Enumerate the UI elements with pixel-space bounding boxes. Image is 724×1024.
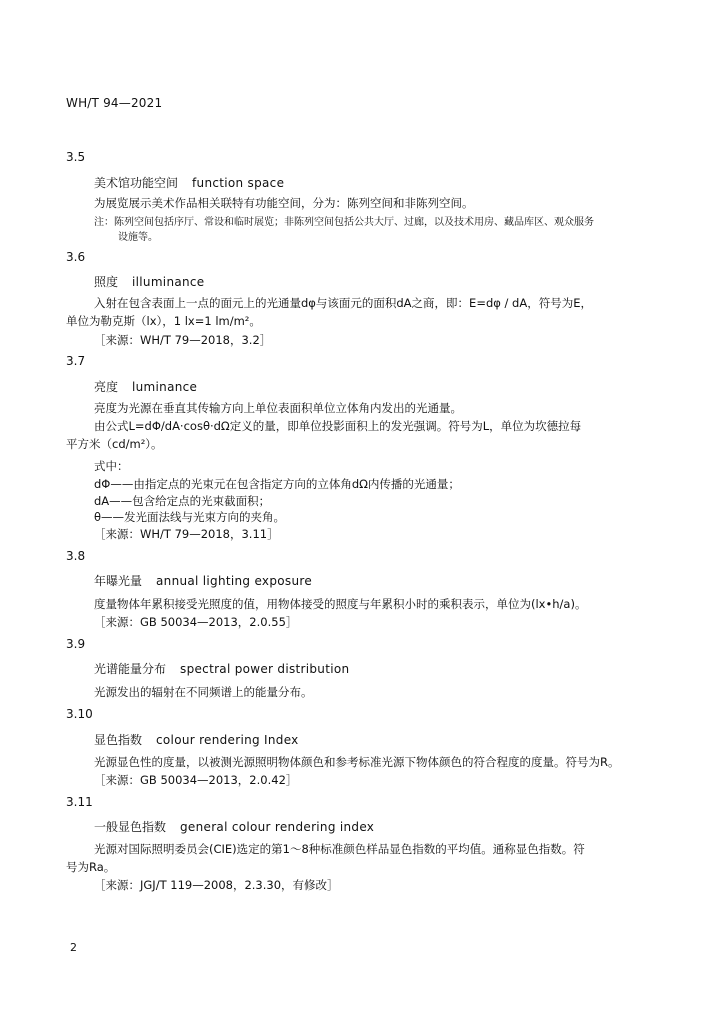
term-en: annual lighting exposure — [156, 574, 312, 588]
term-en: function space — [192, 176, 285, 190]
term-heading — [94, 818, 374, 835]
term-en: spectral power distribution — [180, 662, 350, 676]
definition: 光源显色性的度量，以被测光源照明物体颜色和参考标准光源下物体颜色的符合程度的度量。符号为R。 — [94, 755, 620, 769]
source-citation: ［来源：WH/T 79—2018，3.2］ — [94, 333, 272, 347]
definition-line: 入射在包含表面上一点的面元上的光通量dφ与该面元的面积dA之商，即：E=dφ / dA，符号为E， — [94, 296, 592, 310]
term-en: luminance — [132, 380, 198, 394]
section-number: 3.8 — [66, 549, 86, 563]
section-number: 3.5 — [66, 150, 86, 164]
term-heading — [94, 378, 197, 395]
note-line: 注：陈列空间包括序厅、常设和临时展览；非陈列空间包括公共大厅、过廊，以及技术用房、藏品库区、观众服务 — [94, 217, 594, 228]
definition-line: 单位为勒克斯（lx），1 lx=1 lm/m²。 — [66, 314, 261, 328]
definition-line: 由公式L=dΦ/dA·cosθ·dΩ定义的量，即单位投影面积上的发光强调。符号为L，单位为坎德拉每 — [94, 419, 582, 433]
where-label: 式中： — [94, 459, 129, 473]
term-heading — [94, 731, 299, 748]
note-line: 设施等。 — [118, 232, 158, 243]
section-number: 3.6 — [66, 250, 86, 264]
definition: 为展览展示美术作品相关联特有功能空间，分为：陈列空间和非陈列空间。 — [94, 196, 474, 210]
section-number: 3.7 — [66, 354, 86, 368]
section-number: 3.11 — [66, 795, 93, 809]
section-number: 3.9 — [66, 637, 86, 651]
term-cn: 显色指数 — [94, 733, 143, 747]
term-cn: 光谱能量分布 — [94, 662, 167, 676]
term-cn: 一般显色指数 — [94, 820, 167, 834]
source-citation: ［来源：WH/T 79—2018，3.11］ — [94, 527, 279, 541]
term-heading — [94, 273, 205, 290]
variable-definition: dΦ——由指定点的光束元在包含指定方向的立体角dΩ内传播的光通量； — [94, 477, 460, 491]
definition-line: 平方米（cd/m²）。 — [66, 437, 163, 451]
definition-line: 亮度为光源在垂直其传输方向上单位表面积单位立体角内发出的光通量。 — [94, 401, 462, 415]
page-number: 2 — [70, 941, 77, 954]
term-heading — [94, 572, 312, 589]
term-cn: 照度 — [94, 275, 119, 289]
term-en: colour rendering Index — [156, 733, 299, 747]
source-citation: ［来源：GB 50034—2013，2.0.42］ — [94, 773, 298, 787]
source-citation: ［来源：JGJ/T 119—2008，2.3.30，有修改］ — [94, 878, 339, 892]
term-heading — [94, 174, 284, 191]
source-citation: ［来源：GB 50034—2013，2.0.55］ — [94, 615, 298, 629]
section-number: 3.10 — [66, 707, 93, 721]
term-en: general colour rendering index — [180, 820, 375, 834]
variable-definition: dA——包含给定点的光束截面积； — [94, 494, 271, 508]
definition: 度量物体年累积接受光照度的值，用物体接受的照度与年累积小时的乘积表示，单位为(lx•h/a)。 — [94, 597, 587, 611]
definition-line: 号为Ra。 — [66, 860, 116, 874]
term-en: illuminance — [132, 275, 205, 289]
term-cn: 年曝光量 — [94, 574, 143, 588]
term-cn: 亮度 — [94, 380, 119, 394]
document-code: WH/T 94—2021 — [66, 96, 163, 110]
definition-line: 光源对国际照明委员会(CIE)选定的第1～8种标准颜色样品显色指数的平均值。通称显色指数。符 — [94, 842, 585, 856]
term-cn: 美术馆功能空间 — [94, 176, 179, 190]
variable-definition: θ——发光面法线与光束方向的夹角。 — [94, 510, 286, 524]
definition: 光源发出的辐射在不同频谱上的能量分布。 — [94, 685, 313, 699]
term-heading — [94, 660, 349, 677]
